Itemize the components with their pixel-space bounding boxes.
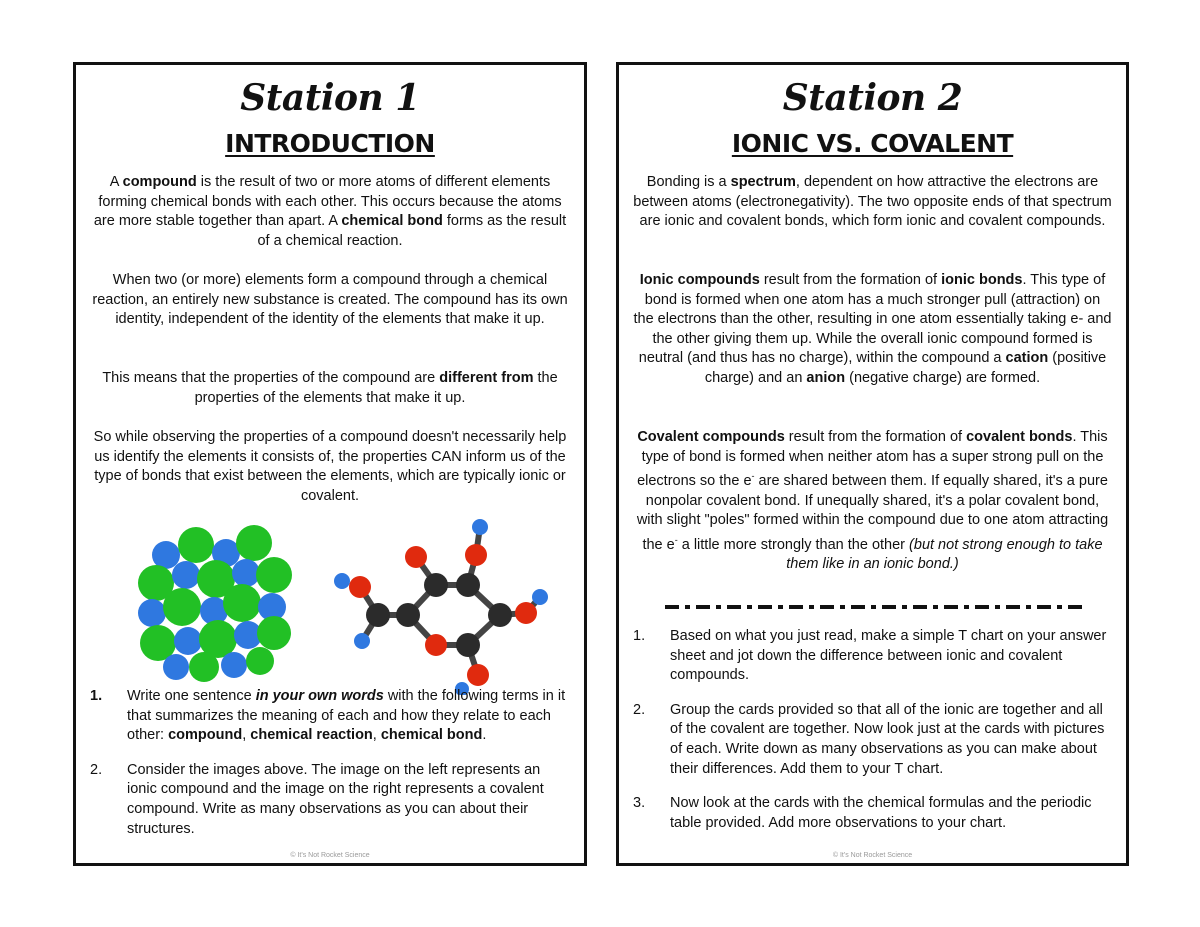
station-2-paragraph-3: Covalent compounds result from the formation of covalent bonds. This type of bond is formed when neither atom has a super strong pull on the electrons so the e- are shared between them. If equally shared, it's a pure nonpolar covalent bond. If unequally shared, it's a polar covalent bond, with slight "poles" formed within the compound due to one atom attracting the e- a little more strongly than the other (but not strong enough to take them like in an ionic bond.) [636, 429, 1109, 573]
ionic-lattice-image [138, 525, 292, 682]
copyright-notice: © It's Not Rocket Science [832, 852, 913, 859]
station-2-questions [633, 627, 1112, 833]
station-2-heading: IONIC VS. COVALENT [731, 129, 1014, 158]
station-2-question-3: 3. Now look at the cards with the chemical formulas and the periodic table provided. Add more observations to your chart. [633, 795, 1092, 831]
station-1-heading: INTRODUCTION [225, 129, 435, 158]
station-2-paragraph-1: Bonding is a spectrum, dependent on how attractive the electrons are between atoms (electronegativity). The two opposite ends of that spectrum are ionic and covalent bonds, which form ionic and covalent compounds. [633, 174, 1112, 230]
dashed-divider [665, 605, 1082, 609]
station-1-question-1: 1. Write one sentence in your own words with the following terms in it that summarizes the meaning of each and how they relate to each other: compound, chemical reaction, chemical bond. [90, 688, 566, 744]
copyright-notice: © It's Not Rocket Science [290, 852, 370, 859]
station-2-question-1: 1. Based on what you just read, make a simple T chart on your answer sheet and jot down the difference between ionic and covalent compounds. [633, 628, 1107, 684]
station-2-question-2: 2. Group the cards provided so that all of the ionic are together and all of the covalent are together. Now look just at the cards with pictures of each. Write down as many observations as you can make about their differences. Add them to your T chart. [633, 701, 1105, 777]
station-1-card [73, 62, 587, 866]
station-1-title: Station 1 [240, 77, 420, 119]
covalent-atoms [334, 519, 548, 695]
molecule-illustrations [116, 495, 576, 695]
station-1-paragraph-2: When two (or more) elements form a compound through a chemical reaction, an entirely new substance is created. The compound has its own identity, independent of the identity of the elements that make it up. [92, 272, 568, 328]
station-2-paragraph-2: Ionic compounds result from the formation of ionic bonds. This type of bond is formed when one atom has a much stronger pull (attraction) on the electrons than the other, resulting in one atom essentially taking e- and the other giving them up. While the overall ionic compound formed is neutral (and thus has no charge), within the compound a cation (positive charge) and an anion (negative charge) are formed. [633, 272, 1112, 386]
covalent-molecule-image [360, 527, 540, 675]
station-1-paragraph-1: A compound is the result of two or more atoms of different elements forming chemical bonds with each other. This occurs because the atoms are more stable together than apart. A chemical bond forms as the result of a chemical reaction. [93, 174, 567, 249]
station-1-paragraph-3: This means that the properties of the compound are different from the properties of the elements that make it up. [102, 370, 558, 406]
station-2-card [616, 62, 1129, 866]
station-1-question-2: 2. Consider the images above. The image on the left represents an ionic compound and the image on the right represents a covalent compound. Write as many observations as you can about their structures. [90, 761, 544, 837]
station-1-paragraph-4: So while observing the properties of a compound doesn't necessarily help us identify the elements it consists of, the properties CAN inform us of the type of bonds that exist between the elements, which are typically ionic or covalent. [93, 429, 567, 504]
station-1-questions [90, 687, 570, 839]
station-2-title: Station 2 [782, 77, 963, 119]
